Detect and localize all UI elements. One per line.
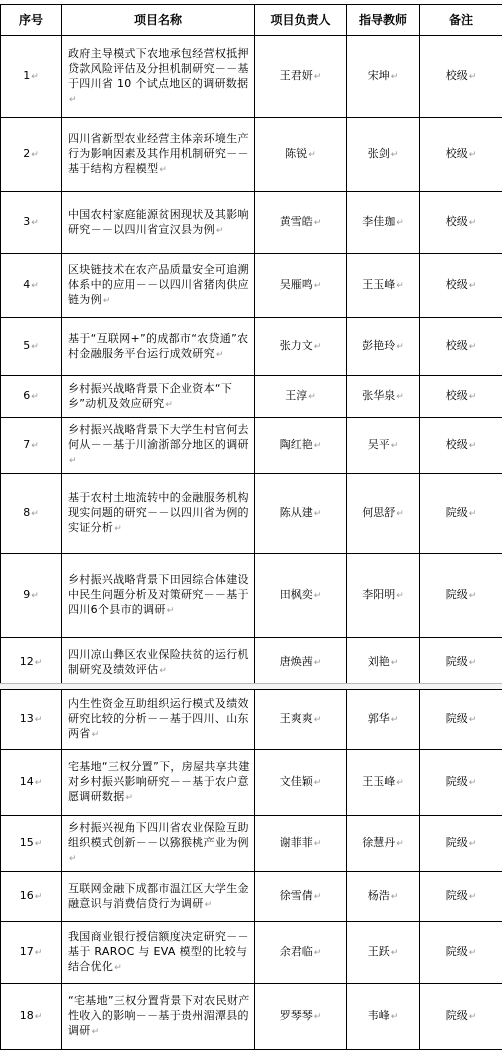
project-leader: 谢菲菲↵ <box>255 816 347 872</box>
paragraph-mark-icon: ↵ <box>396 778 404 788</box>
table-row <box>1 192 502 254</box>
project-level: 校级↵ <box>420 118 502 192</box>
paragraph-mark-icon: ↵ <box>469 150 477 160</box>
paragraph-mark-icon: ↵ <box>469 509 477 519</box>
paragraph-mark-icon: ↵ <box>92 1027 100 1037</box>
project-level: 院级↵ <box>420 984 502 1050</box>
paragraph-mark-icon: ↵ <box>205 900 213 910</box>
paragraph-mark-icon: ↵ <box>469 1012 477 1022</box>
advisor-name: 李佳珈↵ <box>347 192 420 254</box>
project-leader: 陈从建↵ <box>255 474 347 554</box>
paragraph-mark-icon: ↵ <box>31 218 39 228</box>
paragraph-mark-icon: ↵ <box>391 150 399 160</box>
table-row <box>1 984 502 1050</box>
paragraph-mark-icon: ↵ <box>31 441 39 451</box>
row-number: 3↵ <box>1 192 62 254</box>
project-title: 区块链技术在农产品质量安全可追溯体系中的应用－－以四川省猪肉供应链为例↵ <box>62 254 255 318</box>
paragraph-mark-icon: ↵ <box>469 715 477 725</box>
paragraph-mark-icon: ↵ <box>469 281 477 291</box>
project-title: 互联网金融下成都市温江区大学生金融意识与消费信贷行为调研↵ <box>62 872 255 922</box>
project-title: 乡村振兴战略背景下田园综合体建设中民生问题分析及对策研究－－基于四川6个县市的调研↵ <box>62 554 255 638</box>
paragraph-mark-icon: ↵ <box>314 342 322 352</box>
project-leader: 唐焕茜↵ <box>255 638 347 688</box>
project-leader: 王淳↵ <box>255 376 347 418</box>
paragraph-mark-icon: ↵ <box>469 441 477 451</box>
paragraph-mark-icon: ↵ <box>469 591 477 601</box>
paragraph-mark-icon: ↵ <box>314 778 322 788</box>
row-number: 5↵ <box>1 318 62 376</box>
project-level: 院级↵ <box>420 554 502 638</box>
paragraph-mark-icon: ↵ <box>314 591 322 601</box>
advisor-name: 郭华↵ <box>347 690 420 750</box>
project-level: 院级↵ <box>420 638 502 688</box>
table-row <box>1 872 502 922</box>
paragraph-mark-icon: ↵ <box>469 658 477 668</box>
project-leader: 王爽爽↵ <box>255 690 347 750</box>
table-row <box>1 554 502 638</box>
advisor-name: 徐慧丹↵ <box>347 816 420 872</box>
row-number: 16↵ <box>1 872 62 922</box>
project-level: 校级↵ <box>420 418 502 474</box>
paragraph-mark-icon: ↵ <box>69 854 77 864</box>
paragraph-mark-icon: ↵ <box>35 778 43 788</box>
row-number: 17↵ <box>1 922 62 984</box>
row-number: 9↵ <box>1 554 62 638</box>
paragraph-mark-icon: ↵ <box>216 350 224 360</box>
paragraph-mark-icon: ↵ <box>35 1012 43 1022</box>
table-row <box>1 638 502 688</box>
header-advisor: 指导教师 <box>347 5 420 36</box>
project-level: 校级↵ <box>420 318 502 376</box>
table-row <box>1 750 502 816</box>
paragraph-mark-icon: ↵ <box>216 226 224 236</box>
project-leader: 王君妍↵ <box>255 36 347 118</box>
table-row <box>1 36 502 118</box>
paragraph-mark-icon: ↵ <box>469 218 477 228</box>
project-level: 校级↵ <box>420 254 502 318</box>
paragraph-mark-icon: ↵ <box>396 281 404 291</box>
header-title: 项目名称 <box>62 5 255 36</box>
paragraph-mark-icon: ↵ <box>314 715 322 725</box>
paragraph-mark-icon: ↵ <box>314 839 322 849</box>
paragraph-mark-icon: ↵ <box>469 342 477 352</box>
paragraph-mark-icon: ↵ <box>314 72 322 82</box>
paragraph-mark-icon: ↵ <box>69 456 77 466</box>
paragraph-mark-icon: ↵ <box>159 165 167 175</box>
row-number: 14↵ <box>1 750 62 816</box>
table-row <box>1 376 502 418</box>
advisor-name: 刘艳↵ <box>347 638 420 688</box>
paragraph-mark-icon: ↵ <box>92 730 100 740</box>
row-number: 4↵ <box>1 254 62 318</box>
paragraph-mark-icon: ↵ <box>314 1012 322 1022</box>
paragraph-mark-icon: ↵ <box>31 509 39 519</box>
project-title: 政府主导模式下农地承包经营权抵押贷款风险评估及分担机制研究－－基于四川省 10 个试点地区的调研数据↵ <box>62 36 255 118</box>
paragraph-mark-icon: ↵ <box>314 892 322 902</box>
row-number: 1↵ <box>1 36 62 118</box>
project-leader: 余君临↵ <box>255 922 347 984</box>
project-title: 四川省新型农业经营主体亲环境生产行为影响因素及其作用机制研究－－基于结构方程模型↵ <box>62 118 255 192</box>
project-level: 院级↵ <box>420 816 502 872</box>
paragraph-mark-icon: ↵ <box>396 839 404 849</box>
project-title: 乡村振兴战略背景下企业资本“下乡”动机及效应研究↵ <box>62 376 255 418</box>
advisor-name: 吴平↵ <box>347 418 420 474</box>
table-row <box>1 118 502 192</box>
project-title: 我国商业银行授信额度决定研究－－基于 RAROC 与 EVA 模型的比较与结合优化↵ <box>62 922 255 984</box>
paragraph-mark-icon: ↵ <box>159 666 167 676</box>
table-row <box>1 816 502 872</box>
project-title: 中国农村家庭能源贫困现状及其影响研究－－以四川省宣汉县为例↵ <box>62 192 255 254</box>
paragraph-mark-icon: ↵ <box>391 441 399 451</box>
paragraph-mark-icon: ↵ <box>469 778 477 788</box>
advisor-name: 彭艳玲↵ <box>347 318 420 376</box>
row-number: 18↵ <box>1 984 62 1050</box>
paragraph-mark-icon: ↵ <box>35 839 43 849</box>
paragraph-mark-icon: ↵ <box>469 892 477 902</box>
project-level: 校级↵ <box>420 36 502 118</box>
projects-table-bottom <box>0 689 502 1050</box>
paragraph-mark-icon: ↵ <box>391 1012 399 1022</box>
advisor-name: 杨浩↵ <box>347 872 420 922</box>
paragraph-mark-icon: ↵ <box>103 296 111 306</box>
advisor-name: 李阳明↵ <box>347 554 420 638</box>
paragraph-mark-icon: ↵ <box>165 400 173 410</box>
row-number: 7↵ <box>1 418 62 474</box>
paragraph-mark-icon: ↵ <box>126 793 134 803</box>
project-title: 宅基地“三权分置”下，房屋共享共建对乡村振兴影响研究－－基于农户意愿调研数据↵ <box>62 750 255 816</box>
paragraph-mark-icon: ↵ <box>391 715 399 725</box>
paragraph-mark-icon: ↵ <box>308 392 316 402</box>
paragraph-mark-icon: ↵ <box>35 892 43 902</box>
paragraph-mark-icon: ↵ <box>314 658 322 668</box>
advisor-name: 宋坤↵ <box>347 36 420 118</box>
row-number: 2↵ <box>1 118 62 192</box>
paragraph-mark-icon: ↵ <box>167 606 175 616</box>
project-leader: 陶红艳↵ <box>255 418 347 474</box>
header-note: 备注 <box>420 5 502 36</box>
project-leader: 罗琴琴↵ <box>255 984 347 1050</box>
table-row <box>1 318 502 376</box>
project-title: 乡村振兴战略背景下大学生村官何去何从－－基于川渝浙部分地区的调研↵ <box>62 418 255 474</box>
paragraph-mark-icon: ↵ <box>31 150 39 160</box>
paragraph-mark-icon: ↵ <box>469 839 477 849</box>
header-row <box>1 5 502 36</box>
paragraph-mark-icon: ↵ <box>396 218 404 228</box>
row-number: 6↵ <box>1 376 62 418</box>
project-leader: 黄雪皓↵ <box>255 192 347 254</box>
advisor-name: 张华泉↵ <box>347 376 420 418</box>
project-leader: 陈锐↵ <box>255 118 347 192</box>
project-leader: 文佳颖↵ <box>255 750 347 816</box>
paragraph-mark-icon: ↵ <box>469 392 477 402</box>
project-level: 校级↵ <box>420 376 502 418</box>
paragraph-mark-icon: ↵ <box>396 342 404 352</box>
project-title: 基于“互联网+”的成都市“农贷通”农村金融服务平台运行成效研究↵ <box>62 318 255 376</box>
paragraph-mark-icon: ↵ <box>35 658 43 668</box>
paragraph-mark-icon: ↵ <box>35 715 43 725</box>
project-title: 内生性资金互助组织运行模式及绩效研究比较的分析－－基于四川、山东两省↵ <box>62 690 255 750</box>
row-number: 8↵ <box>1 474 62 554</box>
projects-table-top <box>0 4 502 688</box>
advisor-name: 韦峰↵ <box>347 984 420 1050</box>
paragraph-mark-icon: ↵ <box>396 509 404 519</box>
advisor-name: 何思舒↵ <box>347 474 420 554</box>
paragraph-mark-icon: ↵ <box>31 72 39 82</box>
table-row <box>1 922 502 984</box>
row-number: 12↵ <box>1 638 62 688</box>
paragraph-mark-icon: ↵ <box>31 392 39 402</box>
project-title: 基于农村土地流转中的金融服务机构现实问题的研究－－以四川省为例的实证分析↵ <box>62 474 255 554</box>
header-leader: 项目负责人 <box>255 5 347 36</box>
project-level: 校级↵ <box>420 192 502 254</box>
paragraph-mark-icon: ↵ <box>31 281 39 291</box>
paragraph-mark-icon: ↵ <box>31 591 39 601</box>
project-level: 院级↵ <box>420 872 502 922</box>
paragraph-mark-icon: ↵ <box>69 95 77 105</box>
project-level: 院级↵ <box>420 750 502 816</box>
row-number: 15↵ <box>1 816 62 872</box>
paragraph-mark-icon: ↵ <box>391 892 399 902</box>
project-leader: 吴雁鸣↵ <box>255 254 347 318</box>
paragraph-mark-icon: ↵ <box>391 658 399 668</box>
table-row <box>1 254 502 318</box>
paragraph-mark-icon: ↵ <box>114 963 122 973</box>
advisor-name: 王玉峰↵ <box>347 254 420 318</box>
paragraph-mark-icon: ↵ <box>314 509 322 519</box>
paragraph-mark-icon: ↵ <box>314 948 322 958</box>
paragraph-mark-icon: ↵ <box>308 150 316 160</box>
row-number: 13↵ <box>1 690 62 750</box>
table-row <box>1 474 502 554</box>
paragraph-mark-icon: ↵ <box>469 948 477 958</box>
paragraph-mark-icon: ↵ <box>391 948 399 958</box>
paragraph-mark-icon: ↵ <box>35 948 43 958</box>
paragraph-mark-icon: ↵ <box>314 441 322 451</box>
project-leader: 田枫奕↵ <box>255 554 347 638</box>
project-title: 四川凉山彝区农业保险扶贫的运行机制研究及绩效评估↵ <box>62 638 255 688</box>
project-leader: 张力文↵ <box>255 318 347 376</box>
table-row <box>1 690 502 750</box>
project-level: 院级↵ <box>420 690 502 750</box>
advisor-name: 王玉峰↵ <box>347 750 420 816</box>
project-title: 乡村振兴视角下四川省农业保险互助组织模式创新－－以猕猴桃产业为例↵ <box>62 816 255 872</box>
project-level: 院级↵ <box>420 474 502 554</box>
paragraph-mark-icon: ↵ <box>391 72 399 82</box>
advisor-name: 王跃↵ <box>347 922 420 984</box>
project-leader: 徐雪倩↵ <box>255 872 347 922</box>
project-title: “宅基地”三权分置背景下对农民财产性收入的影响－－基于贵州湄潭县的调研↵ <box>62 984 255 1050</box>
paragraph-mark-icon: ↵ <box>396 392 404 402</box>
header-no: 序号 <box>1 5 62 36</box>
table-row <box>1 418 502 474</box>
paragraph-mark-icon: ↵ <box>314 218 322 228</box>
project-level: 院级↵ <box>420 922 502 984</box>
paragraph-mark-icon: ↵ <box>396 591 404 601</box>
paragraph-mark-icon: ↵ <box>114 524 122 534</box>
advisor-name: 张剑↵ <box>347 118 420 192</box>
paragraph-mark-icon: ↵ <box>469 72 477 82</box>
paragraph-mark-icon: ↵ <box>31 342 39 352</box>
paragraph-mark-icon: ↵ <box>314 281 322 291</box>
